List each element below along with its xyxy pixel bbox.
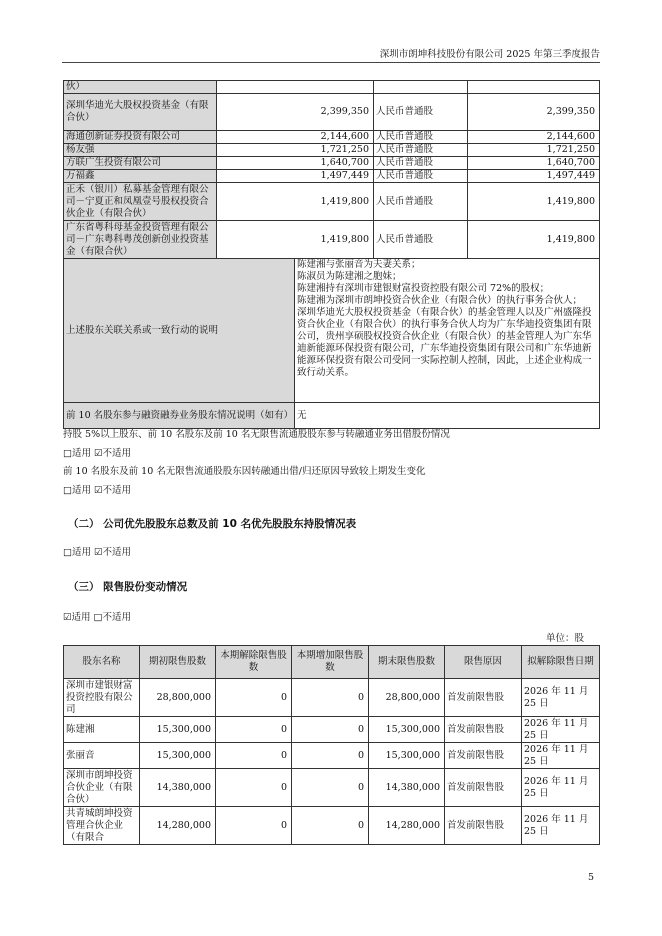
table-row: [64, 81, 600, 94]
table-header-row: [64, 646, 600, 679]
share-type: 人民币普通股: [374, 221, 468, 259]
margin-trading-value: 无: [295, 403, 600, 429]
column-header: 限售原因: [445, 646, 522, 679]
restricted-shares-heading: （三） 限售股份变动情况: [68, 581, 188, 593]
shareholder-name: 海通创新证券投资有限公司: [64, 131, 217, 144]
shareholder-name: 深圳华迪光大股权投资基金（有限合伙）: [64, 94, 217, 131]
shareholder-name: 杨友强: [64, 144, 217, 157]
release-date: 2026 年 11 月 25 日: [522, 807, 600, 845]
table-row: [64, 157, 600, 170]
table-row: [64, 183, 600, 221]
closing-restricted: 28,800,000: [369, 679, 445, 717]
change-note-title: 前 10 名股东及前 10 名无限售流通股股东因转融通出借/归还原因导致较上期发生变化: [63, 466, 426, 477]
share-count: 1,419,800: [468, 221, 600, 259]
preferred-shares-options: □适用 ☑不适用: [63, 547, 132, 558]
share-type: [374, 81, 468, 94]
column-header: 拟解除限售日期: [522, 646, 600, 679]
column-header: 本期增加限售股数: [292, 646, 369, 679]
table-row: [64, 769, 600, 807]
share-count: 1,721,250: [468, 144, 600, 157]
closing-restricted: 14,380,000: [369, 769, 445, 807]
relation-description: 陈建湘与张丽音为夫妻关系； 陈淑员为陈建湘之胞妹； 陈建湘持有深圳市建银财富投资控股有限公司 72%的股权； 陈建湘为深圳市朗坤投资合伙企业（有限合伙）的执行事务合伙人； 深圳华迪光大股权投资基金（有限合伙）的基金管理人以及广州盛隆投资合伙企业（有限合伙）的执行事务合伙人均为广东华迪投资集团有限公司，贵州享硕股权投资合伙企业（有限合伙）的基金管理人为广东华迪新能源环保投资有限公司，广东华迪投资集团有限公司和广东华迪新能源环保投资有限公司受同一实际控制人控制，因此，上述企业构成一致行动关系。: [295, 259, 600, 403]
margin-trading-row: [64, 403, 600, 429]
header-divider: [62, 62, 600, 63]
share-count: 1,497,449: [468, 170, 600, 183]
restriction-reason: 首发前限售股: [445, 769, 522, 807]
added-restricted: 0: [292, 769, 369, 807]
holder-name: 张丽音: [64, 743, 140, 769]
lending-note-options: □适用 ☑不适用: [63, 448, 132, 459]
restriction-reason: 首发前限售股: [445, 717, 522, 743]
shareholder-shares: 1,721,250: [217, 144, 374, 157]
holder-name: 陈建湘: [64, 717, 140, 743]
restriction-reason: 首发前限售股: [445, 679, 522, 717]
table-row: [64, 144, 600, 157]
table-row: [64, 221, 600, 259]
opening-restricted: 14,280,000: [140, 807, 216, 845]
column-header: 股东名称: [64, 646, 140, 679]
restricted-shares-options: ☑适用 □不适用: [63, 612, 132, 623]
release-date: 2026 年 11 月 25 日: [522, 743, 600, 769]
release-date: 2026 年 11 月 25 日: [522, 679, 600, 717]
added-restricted: 0: [292, 807, 369, 845]
margin-trading-label: 前 10 名股东参与融资融券业务股东情况说明（如有）: [64, 403, 295, 429]
table-row: [64, 94, 600, 131]
shareholder-name: 万福鑫: [64, 170, 217, 183]
shareholder-shares: 1,419,800: [217, 221, 374, 259]
added-restricted: 0: [292, 743, 369, 769]
closing-restricted: 15,300,000: [369, 717, 445, 743]
share-type: 人民币普通股: [374, 144, 468, 157]
restriction-reason: 首发前限售股: [445, 807, 522, 845]
change-note-options: □适用 ☑不适用: [63, 485, 132, 496]
added-restricted: 0: [292, 679, 369, 717]
table-row: [64, 131, 600, 144]
released-restricted: 0: [216, 743, 292, 769]
opening-restricted: 28,800,000: [140, 679, 216, 717]
closing-restricted: 15,300,000: [369, 743, 445, 769]
share-type: 人民币普通股: [374, 183, 468, 221]
share-count: 2,144,600: [468, 131, 600, 144]
share-count: 1,419,800: [468, 183, 600, 221]
unit-label: 单位：股: [545, 633, 584, 644]
page-number: 5: [587, 872, 594, 883]
column-header: 期末限售股数: [369, 646, 445, 679]
shareholder-name: 正禾（银川）私募基金管理有限公司－宁夏正和凤凰壹号股权投资合伙企业（有限合伙）: [64, 183, 217, 221]
shareholder-shares: 1,419,800: [217, 183, 374, 221]
closing-restricted: 14,280,000: [369, 807, 445, 845]
table-row: [64, 679, 600, 717]
top-shareholders-table: [63, 80, 600, 429]
holder-name: 深圳市建银财富投资控股有限公司: [64, 679, 140, 717]
shareholder-name: 广东省粤科母基金投资管理有限公司－广东粤科粤茂创新创业投资基金（有限合伙）: [64, 221, 217, 259]
column-header: 本期解除限售股数: [216, 646, 292, 679]
restricted-shares-table: [63, 645, 600, 845]
share-type: 人民币普通股: [374, 157, 468, 170]
relation-label: 上述股东关联关系或一致行动的说明: [64, 259, 295, 403]
shareholder-shares: 2,144,600: [217, 131, 374, 144]
relation-row: [64, 259, 600, 403]
release-date: 2026 年 11 月 25 日: [522, 769, 600, 807]
shareholder-shares: 1,640,700: [217, 157, 374, 170]
restriction-reason: 首发前限售股: [445, 743, 522, 769]
released-restricted: 0: [216, 807, 292, 845]
share-count: 2,399,350: [468, 94, 600, 131]
lending-note-title: 持股 5%以上股东、前 10 名股东及前 10 名无限售流通股股东参与转融通业务出借股份情况: [63, 429, 450, 440]
opening-restricted: 15,300,000: [140, 717, 216, 743]
column-header: 期初限售股数: [140, 646, 216, 679]
share-count: [468, 81, 600, 94]
opening-restricted: 15,300,000: [140, 743, 216, 769]
shareholder-shares: 2,399,350: [217, 94, 374, 131]
release-date: 2026 年 11 月 25 日: [522, 717, 600, 743]
released-restricted: 0: [216, 717, 292, 743]
table-row: [64, 717, 600, 743]
page-header: 深圳市朗坤科技股份有限公司 2025 年第三季度报告: [379, 49, 600, 60]
released-restricted: 0: [216, 679, 292, 717]
share-type: 人民币普通股: [374, 170, 468, 183]
table-row: [64, 743, 600, 769]
share-type: 人民币普通股: [374, 131, 468, 144]
table-row: [64, 170, 600, 183]
shareholder-name: 方联广生投资有限公司: [64, 157, 217, 170]
shareholder-shares: 1,497,449: [217, 170, 374, 183]
shareholder-shares: [217, 81, 374, 94]
released-restricted: 0: [216, 769, 292, 807]
table-row: [64, 807, 600, 845]
shareholder-name: 伙）: [64, 81, 217, 94]
opening-restricted: 14,380,000: [140, 769, 216, 807]
holder-name: 共青城朗坤投资管理合伙企业（有限合: [64, 807, 140, 845]
share-count: 1,640,700: [468, 157, 600, 170]
holder-name: 深圳市朗坤投资合伙企业（有限合伙）: [64, 769, 140, 807]
added-restricted: 0: [292, 717, 369, 743]
share-type: 人民币普通股: [374, 94, 468, 131]
preferred-shares-heading: （二） 公司优先股股东总数及前 10 名优先股股东持股情况表: [68, 518, 357, 530]
